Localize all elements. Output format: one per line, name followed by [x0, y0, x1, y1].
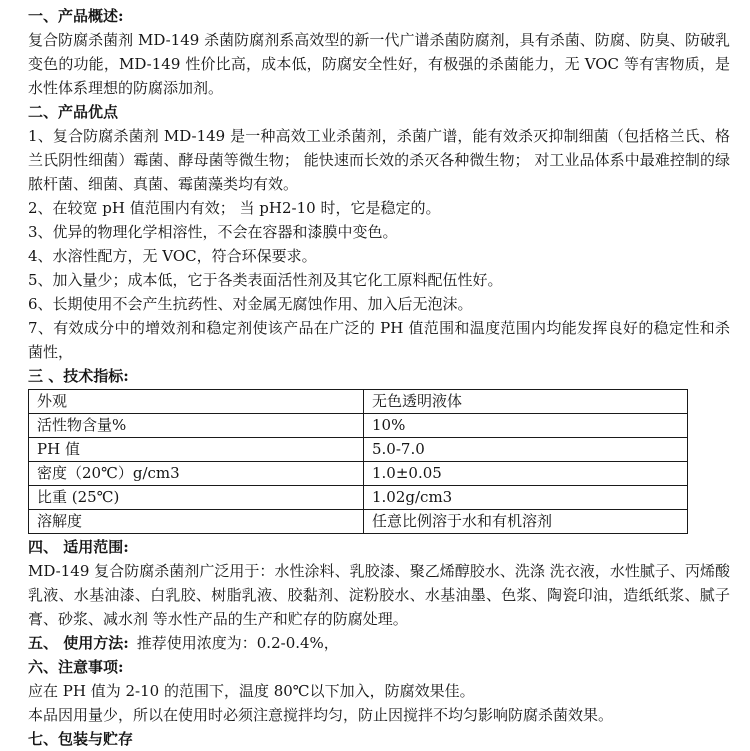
- spec-label: PH 值: [29, 438, 364, 462]
- spec-label: 溶解度: [29, 510, 364, 534]
- spec-value: 任意比例溶于水和有机溶剂: [364, 510, 688, 534]
- usage-text: 推荐使用浓度为：0.2-0.4%，: [136, 634, 339, 652]
- advantage-item-2: 2、在较宽 pH 值范围内有效； 当 pH2-10 时，它是稳定的。: [28, 199, 441, 217]
- spec-label: 比重 (25℃): [29, 486, 364, 510]
- heading-overview: 一、产品概述:: [28, 7, 124, 25]
- table-row: [29, 438, 688, 462]
- advantage-item-6: 6、长期使用不会产生抗药性、对金属无腐蚀作用、加入后无泡沫。: [28, 295, 473, 313]
- specs-table: [28, 389, 688, 534]
- heading-notes: 六、注意事项:: [28, 658, 124, 676]
- paragraph-overview: 复合防腐杀菌剂 MD-149 杀菌防腐剂系高效型的新一代广谱杀菌防腐剂，具有杀菌、防腐、防臭、防破乳变色的功能，MD-149 性价比高，成本低，防腐安全性好，有极强的杀菌能力，无 VOC 等有害物质，是水性体系理想的防腐添加剂。: [28, 31, 730, 97]
- heading-specs: 三 、技术指标:: [28, 367, 129, 385]
- heading-application: 四、 适用范围:: [28, 538, 129, 556]
- spec-value: 5.0-7.0: [364, 438, 688, 462]
- advantage-item-7: 7、有效成分中的增效剂和稳定剂使该产品在广泛的 PH 值范围和温度范围内均能发挥良好的稳定性和杀菌性，: [28, 319, 730, 361]
- advantage-item-5: 5、加入量少；成本低，它于各类表面活性剂及其它化工原料配伍性好。: [28, 271, 503, 289]
- table-row: [29, 414, 688, 438]
- note-line-1: 应在 PH 值为 2-10 的范围下，温度 80℃以下加入，防腐效果佳。: [28, 682, 475, 700]
- table-row: [29, 510, 688, 534]
- heading-packaging: 七、包装与贮存: [28, 730, 134, 748]
- table-row: [29, 390, 688, 414]
- heading-usage: 五、 使用方法:: [28, 634, 129, 652]
- spec-label: 外观: [29, 390, 364, 414]
- heading-advantages: 二、产品优点: [28, 103, 119, 121]
- table-row: [29, 462, 688, 486]
- table-row: [29, 486, 688, 510]
- spec-label: 密度（20℃）g/cm3: [29, 462, 364, 486]
- usage-line: [28, 631, 730, 655]
- spec-value: 1.0±0.05: [364, 462, 688, 486]
- advantage-item-1: 1、复合防腐杀菌剂 MD-149 是一种高效工业杀菌剂，杀菌广谱，能有效杀灭抑制细菌（包括格兰氏、格兰氏阴性细菌）霉菌、酵母菌等微生物； 能快速而长效的杀灭各种微生物； 对工业品体系中最难控制的绿脓杆菌、细菌、真菌、霉菌藻类均有效。: [28, 127, 730, 193]
- spec-value: 1.02g/cm3: [364, 486, 688, 510]
- spec-label: 活性物含量%: [29, 414, 364, 438]
- paragraph-application: MD-149 复合防腐杀菌剂广泛用于：水性涂料、乳胶漆、聚乙烯醇胶水、洗涤 洗衣液，水性腻子、丙烯酸乳液、水基油漆、白乳胶、树脂乳液、胶黏剂、淀粉胶水、水基油墨、色浆、陶瓷印油，造纸纸浆、腻子膏、砂浆、减水剂 等水性产品的生产和贮存的防腐处理。: [28, 562, 730, 628]
- spec-value: 10%: [364, 414, 688, 438]
- advantage-item-4: 4、水溶性配方，无 VOC，符合环保要求。: [28, 247, 317, 265]
- note-line-2: 本品因用量少，所以在使用时必须注意搅拌均匀，防止因搅拌不均匀影响防腐杀菌效果。: [28, 706, 614, 724]
- spec-value: 无色透明液体: [364, 390, 688, 414]
- advantage-item-3: 3、优异的物理化学相溶性，不会在容器和漆膜中变色。: [28, 223, 398, 241]
